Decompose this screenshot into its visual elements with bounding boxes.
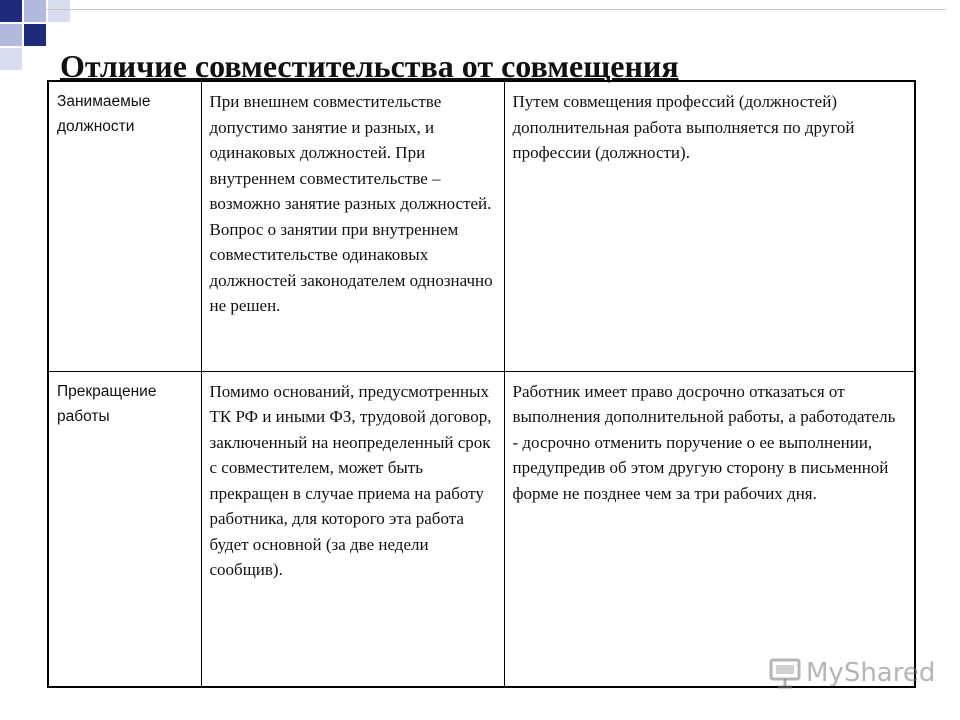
table-row [48,371,915,687]
cell-merging-positions: Путем совмещения профессий (должностей) дополнительная работа выполняется по другой профессии (должности). [504,81,915,371]
decor-square [48,0,70,22]
cell-combination-termination: Помимо оснований, предусмотренных ТК РФ и иными ФЗ, трудовой договор, заключенный на неопределенный срок с совместителем, может быть прекращен в случае приема на работу работника, для которого эта работа будет основной (за две недели сообщив). [201,371,504,687]
decor-square [0,48,22,70]
slide-title: Отличие совместительства от совмещения [60,48,679,84]
cell-merging-termination: Работник имеет право досрочно отказаться от выполнения дополнительной работы, а работодатель - досрочно отменить поручение о ее выполнении, предупредив об этом другую сторону в письменной форме не позднее чем за три рабочих дня. [504,371,915,687]
decor-square [0,0,22,22]
decor-square [0,24,22,46]
table-row [48,81,915,371]
row-header-positions: Занимаемые должности [48,81,201,371]
decor-square [24,24,46,46]
presentation-board-icon [768,656,802,690]
decor-square [24,0,46,22]
cell-combination-positions: При внешнем совместительстве допустимо занятие и разных, и одинаковых должностей. При внутреннем совместительстве – возможно занятие разных должностей. Вопрос о занятии при внутреннем совместительстве одинаковых должностей законодателем однозначно не решен. [201,81,504,371]
row-header-termination: Прекращение работы [48,371,201,687]
top-divider [46,9,946,10]
comparison-table [47,80,916,688]
watermark-text: MyShared [806,658,936,688]
watermark [768,656,935,690]
